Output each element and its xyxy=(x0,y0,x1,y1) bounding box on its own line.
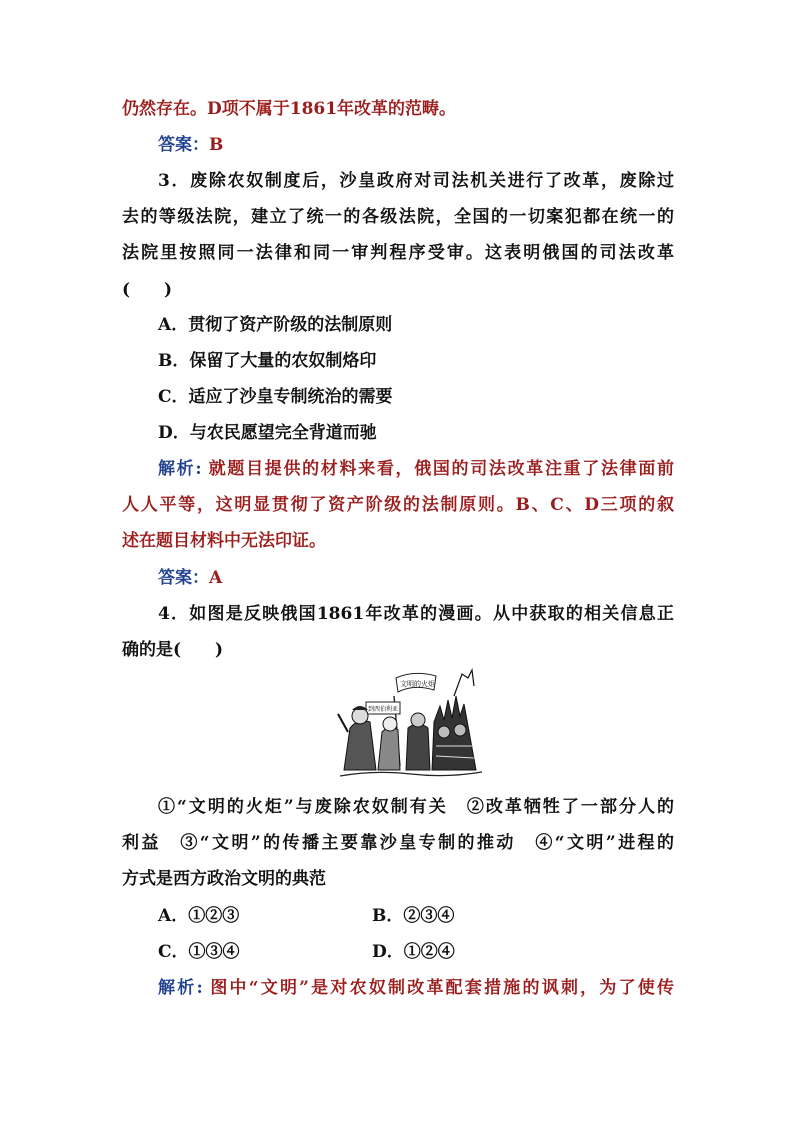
q4-option-d: D．①②④ xyxy=(372,942,455,962)
cartoon-sign-text: 到西伯利亚 xyxy=(368,706,399,713)
q3-option-d: D．与农民愿望完全背道而驰 xyxy=(158,423,377,443)
q4-items-line-1: ①“文明的火炬”与废除农奴制有关 ②改革牺牲了一部分人的 xyxy=(158,797,674,817)
q3-stem-line-4: ( ) xyxy=(122,280,173,300)
answer-value: B xyxy=(209,135,224,155)
q4-option-a: A．①②③ xyxy=(158,906,240,926)
cartoon-flag-text: 文明的火炬 xyxy=(400,680,435,688)
q4-items-line-3: 方式是西方政治文明的典范 xyxy=(122,869,326,889)
answer-value: A xyxy=(209,568,223,588)
analysis-label: 解析 xyxy=(158,978,197,998)
analysis-label: 解析 xyxy=(158,459,196,479)
q3-answer: 答案：A xyxy=(158,568,223,588)
q3-option-c: C．适应了沙皇专制统治的需要 xyxy=(158,387,393,407)
reform-cartoon-image xyxy=(336,666,486,782)
q4-items-line-2: 利益 ③“文明”的传播主要靠沙皇专制的推动 ④“文明”进程的 xyxy=(122,833,674,853)
q3-option-a: A．贯彻了资产阶级的法制原则 xyxy=(158,315,393,335)
q4-stem-line-2: 确的是( ) xyxy=(122,640,224,660)
q3-analysis-line-2: 人人平等，这明显贯彻了资产阶级的法制原则。B、C、D三项的叙 xyxy=(122,495,674,515)
answer-label: 答案 xyxy=(158,135,192,155)
q4-option-b: B．②③④ xyxy=(372,906,455,926)
prev-answer: 答案：B xyxy=(158,135,224,155)
answer-label: 答案 xyxy=(158,568,192,588)
q3-analysis-line-1: 解析: 就题目提供的材料来看，俄国的司法改革注重了法律面前 xyxy=(158,459,675,479)
prev-analysis-tail: 仍然存在。D项不属于1861年改革的范畴。 xyxy=(122,99,457,119)
q3-stem-line-1: 3．废除农奴制度后，沙皇政府对司法机关进行了改革，废除过 xyxy=(158,171,674,191)
q3-option-b: B．保留了大量的农奴制烙印 xyxy=(158,351,377,371)
q4-stem-line-1: 4．如图是反映俄国1861年改革的漫画。从中获取的相关信息正 xyxy=(158,604,674,624)
q3-stem-line-3: 法院里按照同一法律和同一审判程序受审。这表明俄国的司法改革 xyxy=(122,243,674,263)
q3-stem-line-2: 去的等级法院，建立了统一的各级法院，全国的一切案犯都在统一的 xyxy=(122,207,674,227)
q4-option-c: C．①③④ xyxy=(158,942,240,962)
q3-analysis-line-3: 述在题目材料中无法印证。 xyxy=(122,531,326,551)
q4-analysis-line-1: 解析: 图中“文明”是对农奴制改革配套措施的讽刺，为了使传 xyxy=(158,978,675,998)
